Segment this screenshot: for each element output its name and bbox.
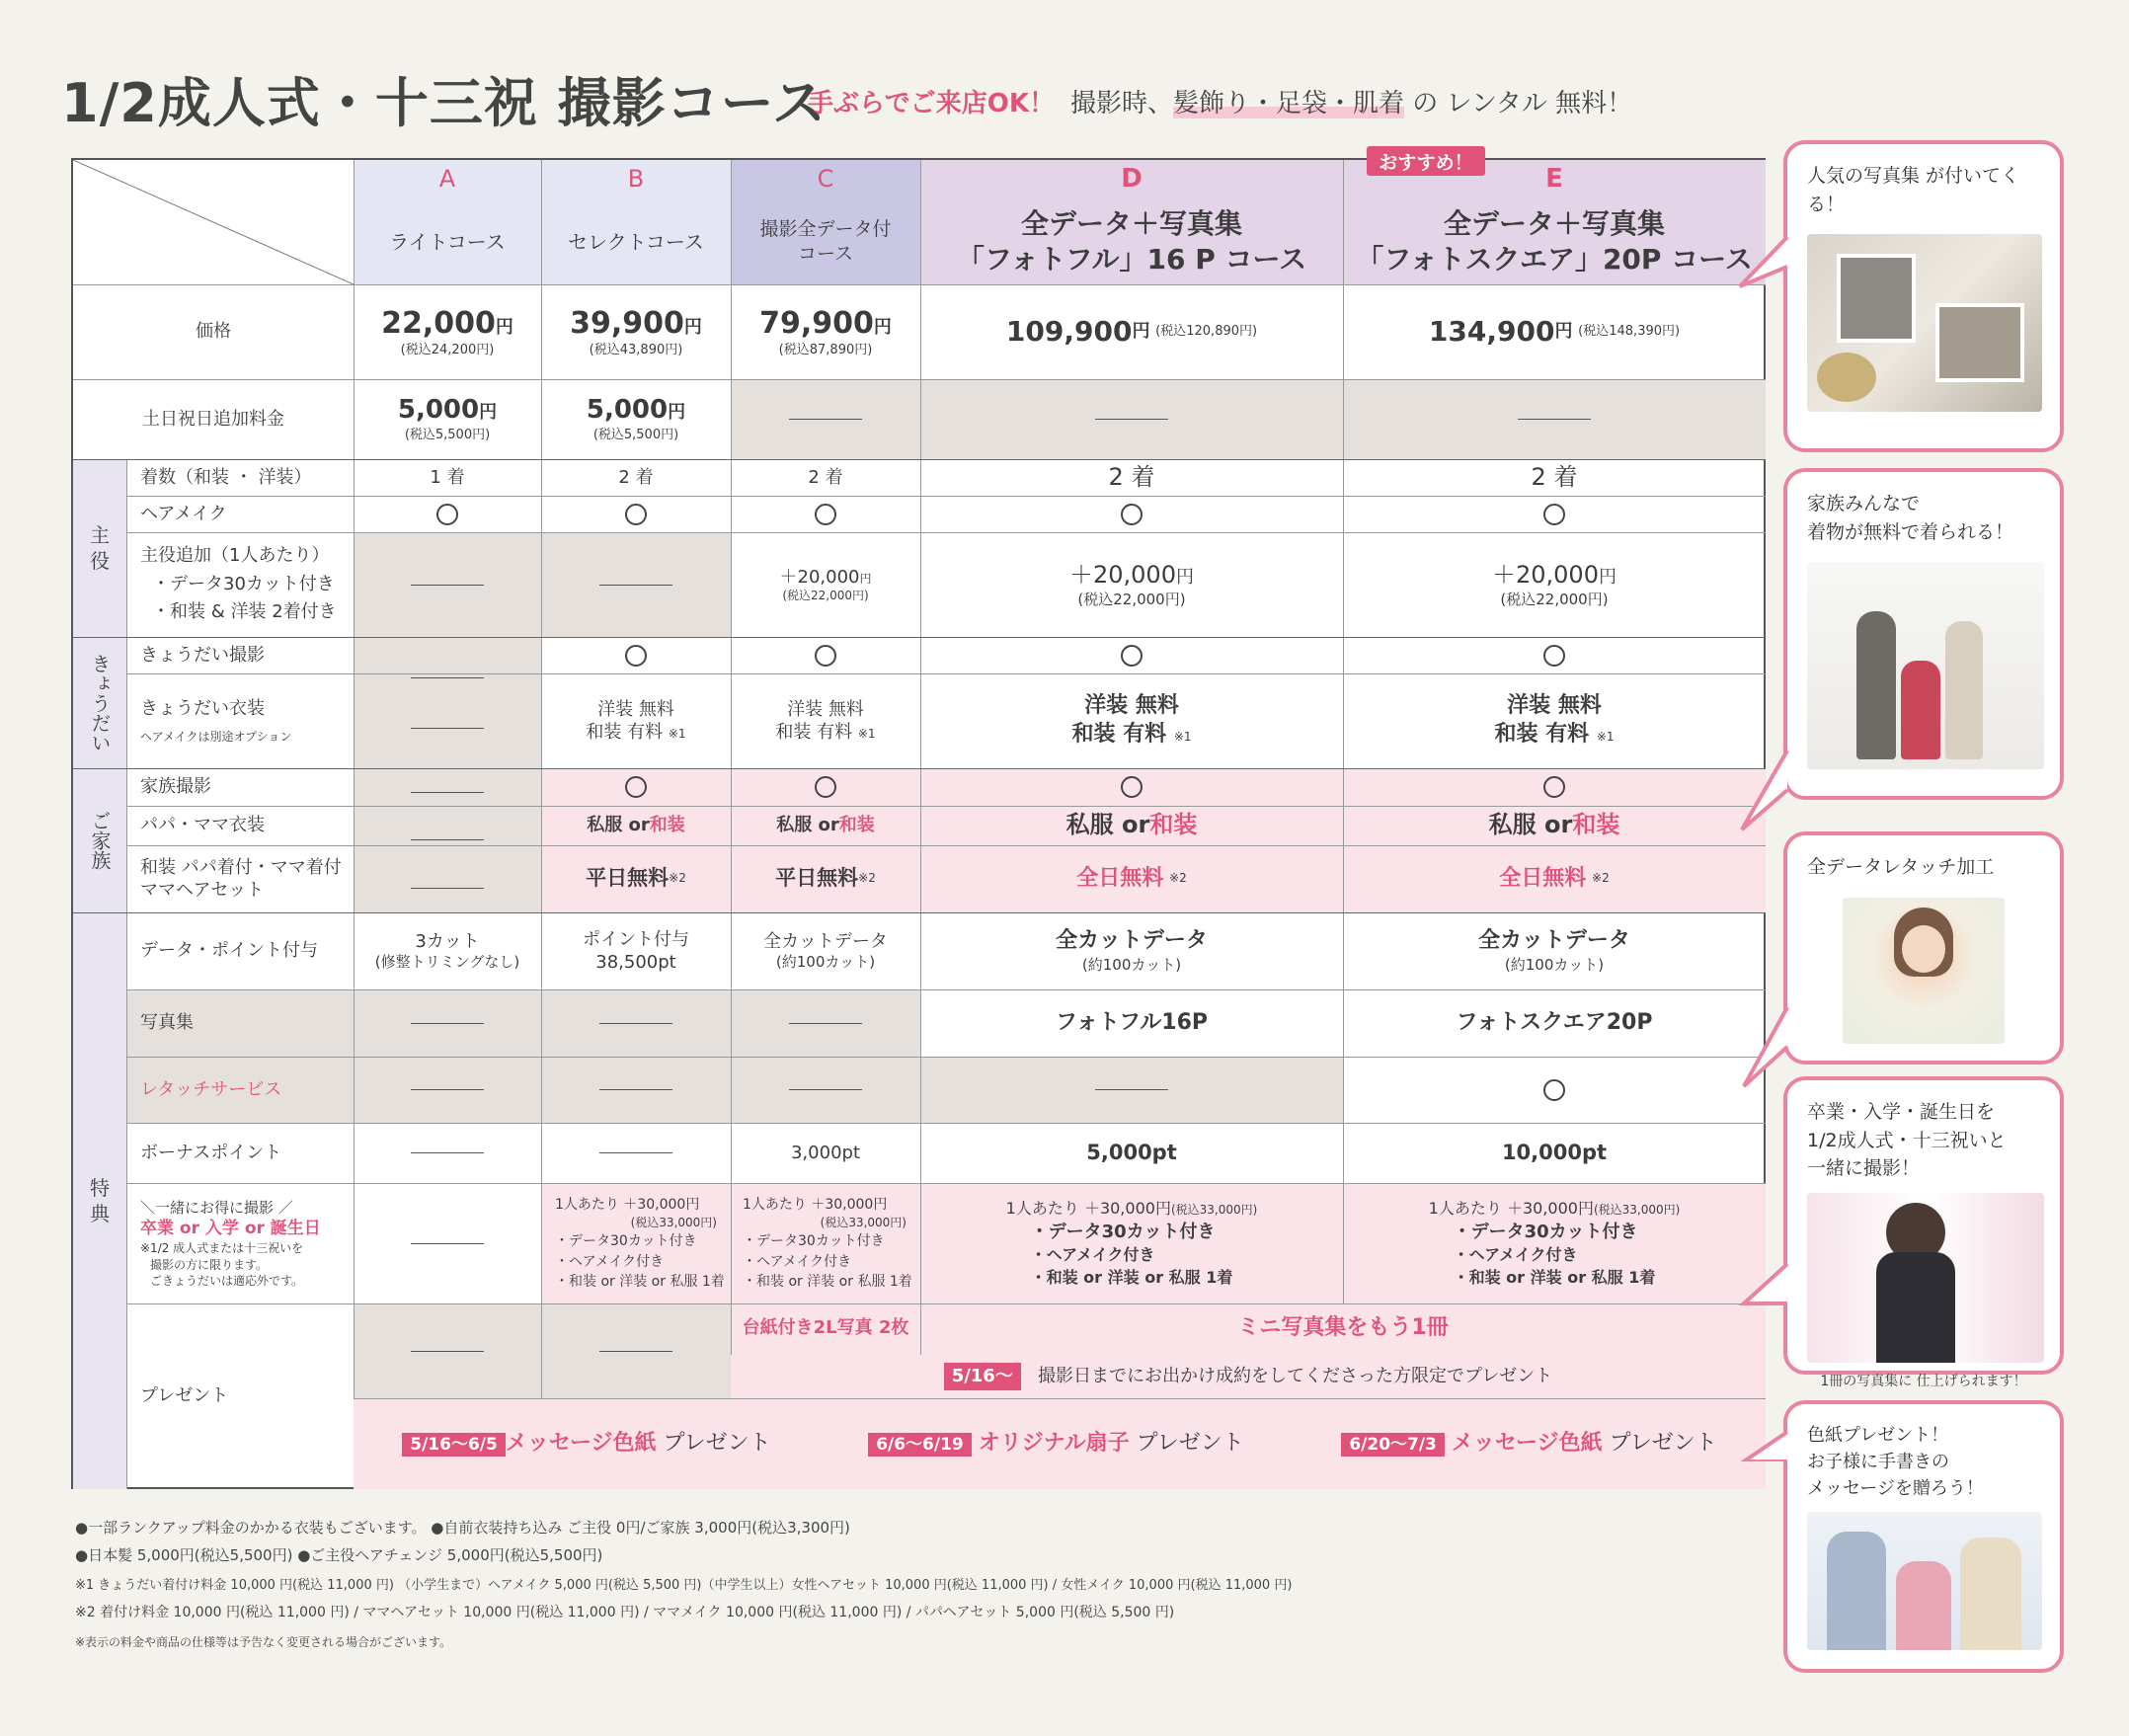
sib-photo-d	[920, 637, 1343, 673]
add-main-label: 主役追加（1人あたり） ・データ30カット付き ・和装 & 洋装 2着付き	[140, 544, 337, 623]
circle-icon	[815, 504, 836, 525]
together-b: 1人あたり ＋30,000円 (税込33,000円) ・データ30カット付き ・ヘアメイク付き ・和装 or 洋装 or 私服 1着	[555, 1196, 725, 1290]
outfits-a: 1 着	[430, 466, 465, 488]
rental-note: 撮影時、髪飾り・足袋・肌着 の レンタル 無料！	[1070, 89, 1633, 118]
date-tag: 5/16～	[944, 1363, 1021, 1389]
recommend-badge: おすすめ！	[1367, 146, 1485, 176]
album-b	[541, 989, 731, 1057]
circle-icon	[1121, 504, 1143, 525]
present-c: 台紙付き2L写真 2枚	[742, 1317, 909, 1339]
data-label: データ・ポイント付与	[140, 940, 318, 962]
album-a	[354, 989, 541, 1057]
fam-costume-d: 私服 or 和装	[1065, 811, 1198, 839]
card-text: 全データレタッチ加工	[1807, 856, 1995, 878]
col-a-name: ライトコース	[354, 199, 541, 284]
outfits-e: 2 着	[1531, 462, 1578, 491]
present-campaigns	[354, 1398, 1766, 1489]
circle-icon	[1121, 776, 1143, 798]
page-title: 1/2成人式・十三祝 撮影コース	[61, 72, 827, 134]
retouch-b	[541, 1057, 731, 1123]
fam-costume-b: 私服 or 和装	[587, 815, 685, 836]
bonus-c: 3,000pt	[790, 1142, 860, 1163]
fam-photo-e	[1343, 768, 1766, 806]
present-label: プレゼント	[140, 1385, 229, 1407]
retouch-c	[731, 1057, 920, 1123]
sib-photo-label: きょうだい撮影	[140, 644, 265, 666]
note-2: ●日本髪 5,000円(税込5,500円) ●ご主役ヘアチェンジ 5,000円(税込5,500円)	[75, 1546, 603, 1564]
album-label: 写真集	[126, 989, 354, 1057]
price-label: 価格	[196, 321, 231, 343]
fam-costume-label: パパ・ママ衣装	[140, 815, 265, 836]
circle-icon	[815, 776, 836, 798]
circle-icon	[1543, 645, 1565, 667]
sib-costume-d: 洋装 無料 和装 有料 ※1	[1071, 693, 1192, 747]
price-b: 39,900円 (税込43,890円)	[570, 306, 702, 358]
fam-set-d: 全日無料 ※2	[1076, 865, 1187, 891]
card-text: 色紙プレゼント！ お子様に手書きの メッセージを贈ろう！	[1807, 1425, 1984, 1499]
fam-a	[354, 768, 541, 912]
sib-costume-b: 洋装 無料 和装 有料 ※1	[586, 698, 686, 743]
family-photo	[1807, 562, 2044, 769]
note-5: ※表示の料金や商品の仕様等は予告なく変更される場合がございます。	[75, 1635, 452, 1649]
col-e-name: 全データ＋写真集 「フォトスクエア」20P コース	[1343, 199, 1766, 284]
header-diagonal	[73, 160, 354, 284]
message-photo	[1807, 1512, 2042, 1650]
col-d-letter: D	[920, 160, 1343, 199]
album-c	[731, 989, 920, 1057]
card-foot: 1冊の写真集に 仕上げられます！	[1820, 1373, 2027, 1389]
sib-costume-label: きょうだい衣装 ヘアメイクは別途オプション	[140, 697, 292, 744]
campaign-1: 5/16～6/5 メッセージ色紙 プレゼント	[402, 1430, 770, 1459]
outfits-label: 着数（和装 ・ 洋装）	[140, 466, 312, 488]
together-d: 1人あたり ＋30,000円(税込33,000円) ・データ30カット付き ・ヘアメイク付き ・和装 or 洋装 or 私服 1着	[1005, 1198, 1258, 1287]
note-4: ※2 着付け料金 10,000 円(税込 11,000 円) / ママヘアセット 10,000 円(税込 11,000 円) / ママメイク 10,000 円(税込 11,000 円) / パパヘアセット 5,000 円(税込 5,500 円)	[75, 1605, 1175, 1620]
card-graduation	[1783, 1076, 2064, 1389]
card-message	[1783, 1400, 2064, 1673]
together-label: ＼一緒にお得に撮影 ／ 卒業 or 入学 or 誕生日 ※1/2 成人式または十三祝いを 撮影の方に限ります。 ごきょうだいは適応外です。	[140, 1199, 321, 1288]
fam-costume-e: 私服 or 和装	[1488, 811, 1620, 839]
present-de: ミニ写真集をもう1冊	[1237, 1314, 1449, 1340]
section-sibling: きょうだい	[73, 637, 126, 768]
add-main-e: ＋20,000円 (税込22,000円)	[1492, 560, 1616, 608]
circle-icon	[625, 776, 647, 798]
circle-icon	[815, 645, 836, 667]
retouch-e	[1343, 1057, 1766, 1123]
price-e: 134,900 円 (税込148,390円)	[1428, 314, 1681, 348]
data-e: 全カットデータ (約100カット)	[1478, 927, 1630, 974]
col-c-letter: C	[731, 160, 920, 199]
weekend-c	[731, 379, 920, 459]
fam-set-b: 平日無料 ※2	[586, 866, 686, 891]
bonus-b	[541, 1123, 731, 1183]
card-photobook	[1783, 140, 2064, 452]
retouch-photo	[1843, 898, 2005, 1044]
fam-photo-b	[541, 768, 731, 806]
course-table	[71, 151, 1766, 1489]
add-main-b	[541, 532, 731, 637]
section-family: ご家族	[73, 768, 126, 912]
hair-d	[920, 496, 1343, 532]
bonus-label: ボーナスポイント	[140, 1142, 282, 1163]
retouch-a	[354, 1057, 541, 1123]
present-b	[541, 1303, 731, 1398]
col-a-letter: A	[354, 160, 541, 199]
data-c: 全カットデータ (約100カット)	[763, 930, 888, 971]
data-b: ポイント付与 38,500pt	[583, 928, 689, 973]
hair-c	[731, 496, 920, 532]
circle-icon	[1543, 504, 1565, 525]
col-c-name: 撮影全データ付 コース	[731, 199, 920, 284]
weekend-a: 5,000円 (税込5,500円)	[397, 395, 498, 442]
outfits-b: 2 着	[618, 466, 654, 488]
hair-label: ヘアメイク	[140, 503, 227, 524]
data-a: 3カット (修整トリミングなし)	[374, 930, 520, 971]
price-d: 109,900 円 (税込120,890円)	[1005, 314, 1258, 348]
col-e-letter: E	[1343, 160, 1766, 199]
outfits-c: 2 着	[808, 466, 843, 488]
add-main-c: ＋20,000円 (税込22,000円)	[779, 566, 872, 602]
card-family	[1783, 468, 2064, 800]
add-main-d: ＋20,000円 (税込22,000円)	[1069, 560, 1194, 608]
fam-set-c: 平日無料 ※2	[775, 866, 876, 891]
fam-photo-label: 家族撮影	[140, 776, 211, 798]
section-benefit: 特 典	[73, 912, 126, 1489]
circle-icon	[1121, 645, 1143, 667]
retouch-d	[920, 1057, 1343, 1123]
fam-costume-c: 私服 or 和装	[776, 815, 875, 836]
present-condition: 5/16～ 撮影日までにお出かけ成約をしてくださった方限定でプレゼント	[731, 1355, 1766, 1398]
note-1: ●一部ランクアップ料金のかかる衣装もございます。 ●自前衣装持ち込み ご主役 0円/ご家族 3,000円(税込3,300円)	[75, 1519, 850, 1537]
bonus-a	[354, 1123, 541, 1183]
hair-a	[354, 496, 541, 532]
add-main-a	[354, 532, 541, 637]
circle-icon	[625, 504, 647, 525]
together-a	[354, 1183, 541, 1303]
retouch-label: レタッチサービス	[126, 1057, 354, 1123]
sib-photo-e	[1343, 637, 1766, 673]
card-text: 卒業・入学・誕生日を 1/2成人式・十三祝いと 一緒に撮影！	[1807, 1101, 2007, 1179]
outfits-d: 2 着	[1108, 462, 1155, 491]
graduation-photo	[1807, 1193, 2044, 1363]
together-c: 1人あたり ＋30,000円 (税込33,000円) ・データ30カット付き ・ヘアメイク付き ・和装 or 洋装 or 私服 1着	[743, 1196, 912, 1290]
fam-photo-d	[920, 768, 1343, 806]
hair-e	[1343, 496, 1766, 532]
bonus-d: 5,000pt	[1086, 1140, 1177, 1164]
campaign-2: 6/6～6/19 オリジナル扇子 プレゼント	[868, 1430, 1244, 1459]
price-c: 79,900円 (税込87,890円)	[759, 306, 892, 358]
sib-costume-e: 洋装 無料 和装 有料 ※1	[1494, 693, 1615, 747]
hair-b	[541, 496, 731, 532]
circle-icon	[625, 645, 647, 667]
sib-costume-c: 洋装 無料 和装 有料 ※1	[775, 698, 876, 743]
price-a: 22,000円 (税込24,200円)	[381, 306, 513, 358]
sib-photo-c	[731, 637, 920, 673]
circle-icon	[1543, 1079, 1565, 1101]
present-a	[354, 1303, 541, 1398]
col-b-name: セレクトコース	[541, 199, 731, 284]
data-d: 全カットデータ (約100カット)	[1056, 927, 1208, 974]
card-retouch	[1783, 831, 2064, 1065]
weekend-e	[1343, 379, 1766, 459]
fam-set-label: 和装 パパ着付・ママ着付 ママヘアセット	[140, 856, 342, 901]
col-b-letter: B	[541, 160, 731, 199]
fam-set-e: 全日無料 ※2	[1499, 865, 1610, 891]
weekend-label: 土日祝日追加料金	[142, 408, 284, 430]
weekend-d	[920, 379, 1343, 459]
together-e: 1人あたり ＋30,000円(税込33,000円) ・データ30カット付き ・ヘアメイク付き ・和装 or 洋装 or 私服 1着	[1428, 1198, 1681, 1287]
fam-photo-c	[731, 768, 920, 806]
col-d-name: 全データ＋写真集 「フォトフル」16 P コース	[920, 199, 1343, 284]
campaign-3: 6/20～7/3 メッセージ色紙 プレゼント	[1341, 1430, 1716, 1459]
album-e: フォトスクエア20P	[1456, 1009, 1653, 1035]
bubble-tails	[1738, 178, 1791, 1461]
sib-photo-b	[541, 637, 731, 673]
handsfree-note: 手ぶらでご来店OK！	[808, 89, 1055, 118]
bonus-e: 10,000pt	[1501, 1140, 1608, 1164]
photobook-photo	[1807, 234, 2042, 412]
circle-icon	[436, 504, 458, 525]
section-main: 主 役	[73, 459, 126, 637]
note-3: ※1 きょうだい着付け料金 10,000 円(税込 11,000 円) （小学生まで）ヘアメイク 5,000 円(税込 5,500 円)（中学生以上）女性ヘアセット 10,000 円(税込 11,000 円) / 女性メイク 10,000 円(税込 11,000 円)	[75, 1578, 1293, 1593]
sib-a	[354, 637, 541, 768]
card-text: 人気の写真集 が付いてくる！	[1807, 165, 2020, 215]
card-text: 家族みんなで 着物が無料で着られる！	[1807, 493, 2014, 543]
circle-icon	[1543, 776, 1565, 798]
album-d: フォトフル16P	[1055, 1009, 1209, 1035]
weekend-b: 5,000円 (税込5,500円)	[586, 395, 686, 442]
